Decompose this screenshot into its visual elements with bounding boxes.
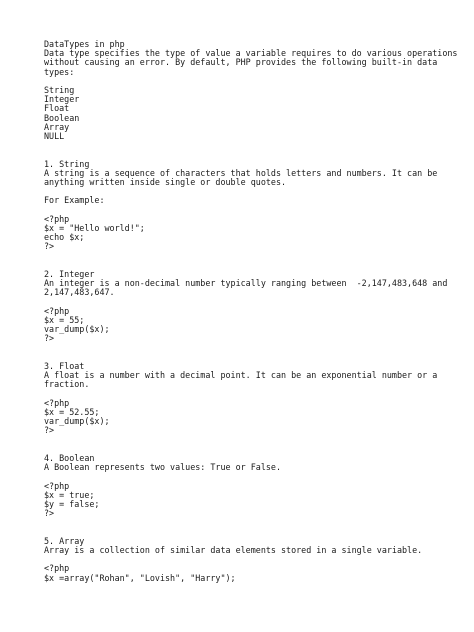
- code-line: var_dump($x);: [44, 324, 110, 335]
- code-line: <?php: [44, 305, 70, 316]
- types-list-item: Integer: [44, 94, 80, 105]
- section-heading-boolean: 4. Boolean: [44, 453, 95, 463]
- code-line: ?>: [44, 425, 55, 436]
- code-line: <?php: [44, 563, 70, 574]
- intro-line: Data type specifies the type of value a variable requires to do various operations: [44, 48, 458, 59]
- section-description: anything written inside single or double quotes.: [44, 177, 287, 188]
- code-line: $y = false;: [44, 499, 100, 509]
- intro-line: types:: [44, 66, 75, 77]
- types-list-item: Float: [44, 103, 70, 114]
- code-line: <?php: [44, 480, 70, 491]
- section-description: 2,147,483,647.: [44, 287, 115, 298]
- code-line: $x = 52.55;: [44, 407, 100, 417]
- section-heading-string: 1. String: [44, 158, 90, 169]
- section-description: Array is a collection of similar data elements stored in a single variable.: [44, 545, 423, 555]
- section-heading-array: 5. Array: [44, 535, 85, 546]
- code-line: ?>: [44, 241, 55, 252]
- section-description: An integer is a non-decimal number typically ranging between -2,147,483,648 and: [44, 278, 448, 289]
- code-line: ?>: [44, 508, 55, 519]
- types-list-item: Array: [44, 121, 70, 132]
- section-description: A Boolean represents two values: True or False.: [44, 462, 281, 473]
- types-list-item: NULL: [44, 131, 65, 142]
- code-line: var_dump($x);: [44, 416, 110, 427]
- code-line: <?php: [44, 397, 70, 408]
- code-line: $x = "Hello world!";: [44, 223, 145, 233]
- document-title: DataTypes in php: [44, 39, 125, 49]
- code-line: $x = true;: [44, 489, 95, 500]
- section-description: A string is a sequence of characters that holds letters and numbers. It can be: [44, 167, 438, 178]
- code-line: echo $x;: [44, 232, 85, 243]
- code-line: <?php: [44, 213, 70, 224]
- types-list-item: String: [44, 85, 75, 95]
- code-line: ?>: [44, 333, 55, 344]
- example-label: For Example:: [44, 195, 105, 206]
- code-line: $x = 55;: [44, 315, 85, 325]
- document-content: [44, 39, 458, 583]
- types-list-item: Boolean: [44, 112, 80, 123]
- intro-line: without causing an error. By default, PHP provides the following built-in data: [44, 57, 438, 68]
- section-heading-integer: 2. Integer: [44, 269, 95, 279]
- section-description: A float is a number with a decimal point. It can be an exponential number or a: [44, 370, 438, 381]
- code-line: $x =array("Rohan", "Lovish", "Harry");: [44, 572, 236, 583]
- section-description: fraction.: [44, 379, 90, 390]
- section-heading-float: 3. Float: [44, 361, 85, 371]
